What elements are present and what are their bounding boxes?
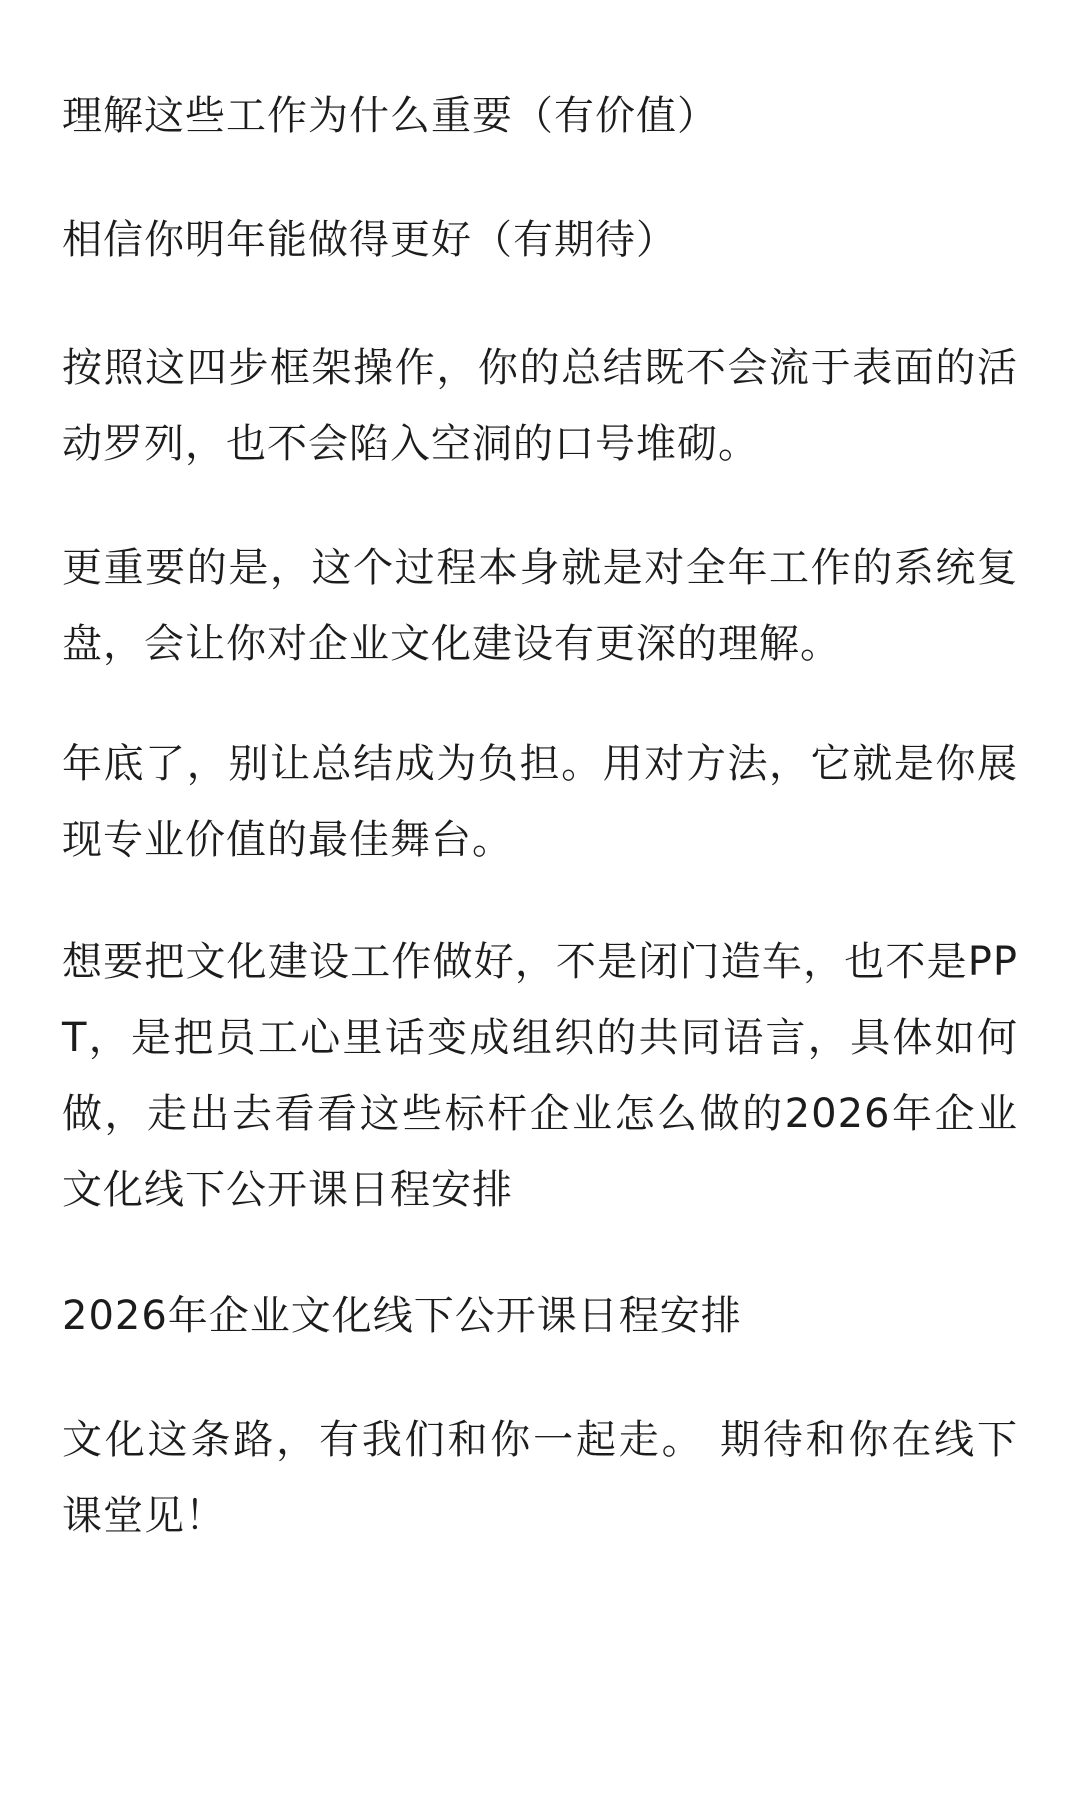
paragraph-value-importance: 理解这些工作为什么重要（有价值） (62, 93, 718, 139)
paragraph-four-step-framework: 按照这四步框架操作，你的总结既不会流于表面的活动罗列，也不会陷入空洞的口号堆砌。 (62, 345, 1018, 467)
paragraph-closing: 文化这条路，有我们和你一起走。 期待和你在线下课堂见！ (62, 1417, 1018, 1539)
paragraph-year-end-summary: 年底了，别让总结成为负担。用对方法，它就是你展现专业价值的最佳舞台。 (62, 741, 1018, 863)
paragraph-expectation: 相信你明年能做得更好（有期待） (62, 217, 677, 263)
paragraph-course-schedule-title: 2026年企业文化线下公开课日程安排 (62, 1293, 742, 1339)
paragraph-annual-review: 更重要的是，这个过程本身就是对全年工作的系统复盘，会让你对企业文化建设有更深的理解。 (62, 545, 1018, 667)
paragraph-culture-building: 想要把文化建设工作做好，不是闭门造车，也不是PPT，是把员工心里话变成组织的共同语言，具体如何做，走出去看看这些标杆企业怎么做的2026年企业文化线下公开课日程安排 (62, 939, 1018, 1213)
